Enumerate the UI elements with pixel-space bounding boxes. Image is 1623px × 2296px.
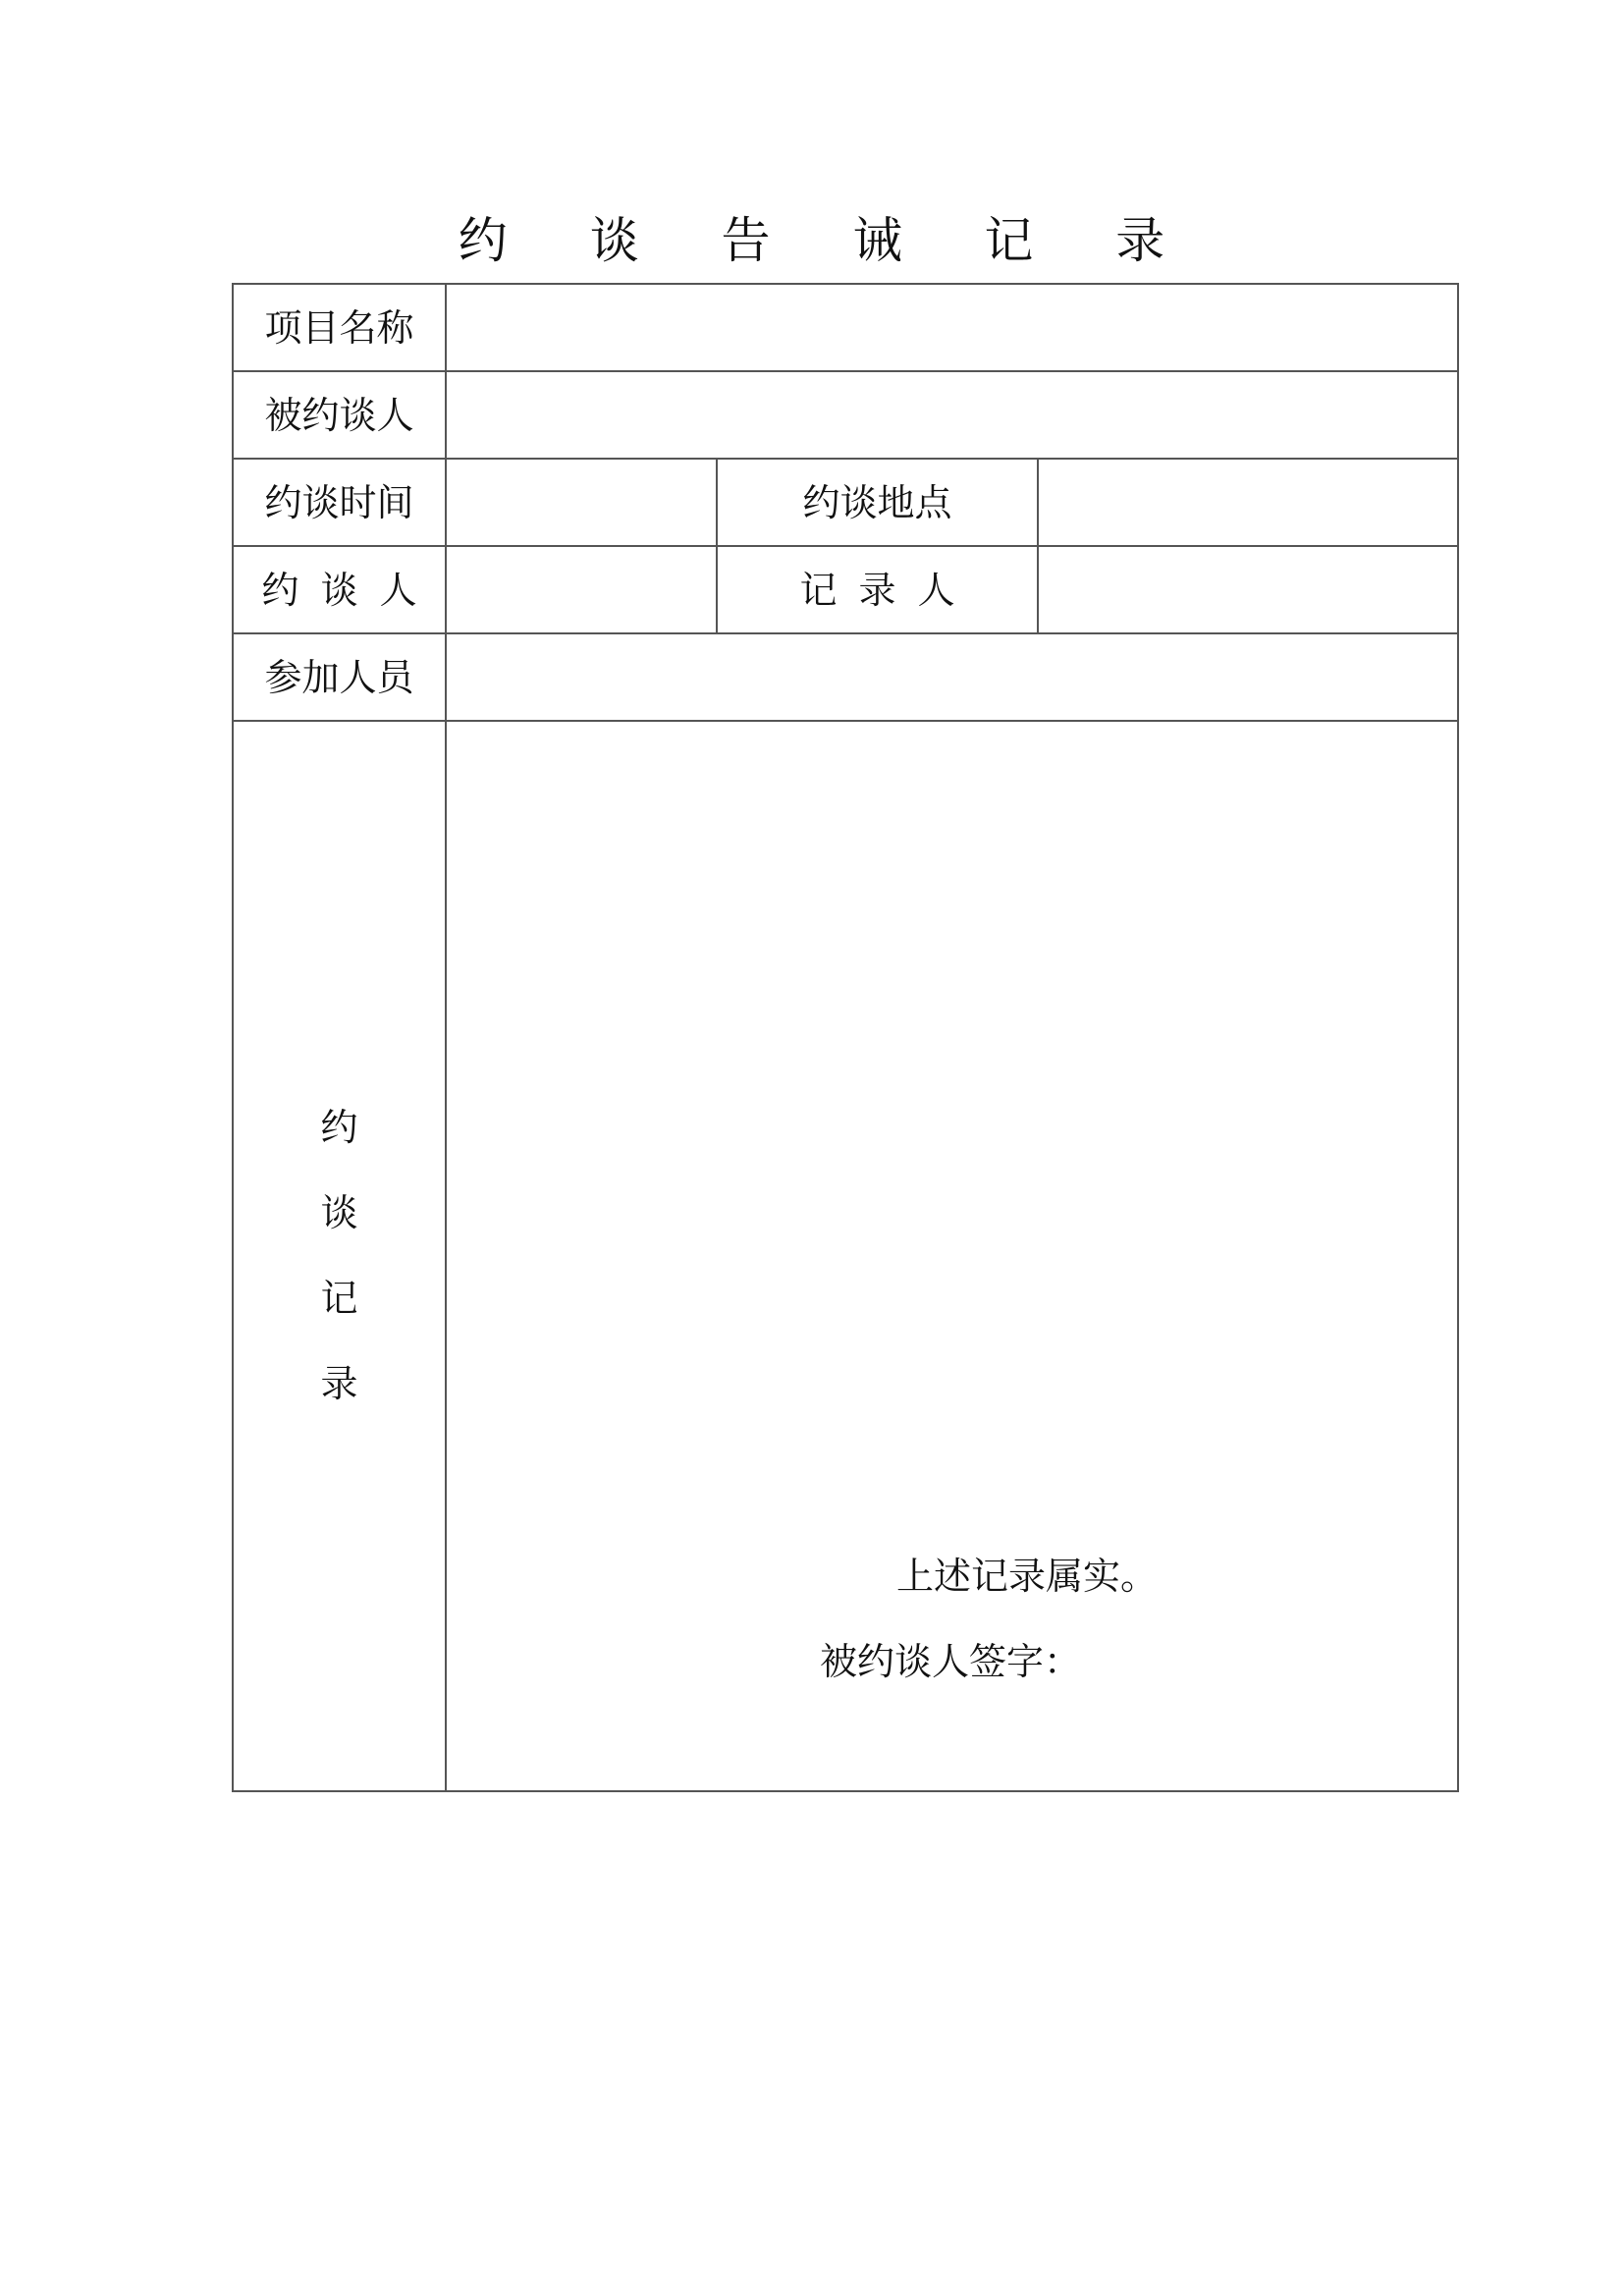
- interview-place-field[interactable]: [1038, 459, 1458, 546]
- participants-field[interactable]: [446, 633, 1458, 721]
- record-label: [233, 721, 446, 1791]
- record-body: [447, 722, 1457, 1790]
- interviewer-field[interactable]: [446, 546, 717, 633]
- interviewee-row: [233, 371, 1458, 459]
- record-label-char: 谈: [320, 1191, 358, 1234]
- project-name-field[interactable]: [446, 284, 1458, 371]
- interviewer-recorder-row: [233, 546, 1458, 633]
- project-name-row: [233, 284, 1458, 371]
- participants-label: 参加人员: [233, 633, 446, 721]
- participants-row: [233, 633, 1458, 721]
- interview-time-label: 约谈时间: [233, 459, 446, 546]
- record-content-area[interactable]: [446, 721, 1458, 1791]
- interviewer-label: 约谈人: [233, 546, 446, 633]
- interviewee-field[interactable]: [446, 371, 1458, 459]
- interview-time-field[interactable]: [446, 459, 717, 546]
- signature-label: 被约谈人签字：: [820, 1640, 1082, 1683]
- record-label-char: 录: [320, 1362, 358, 1405]
- time-place-row: [233, 459, 1458, 546]
- record-label-char: 记: [320, 1277, 358, 1320]
- interview-record-form: [232, 283, 1459, 1792]
- recorder-label: 记录人: [717, 546, 1038, 633]
- recorder-field[interactable]: [1038, 546, 1458, 633]
- page-title: 约 谈 告 诫 记 录: [458, 212, 1199, 269]
- interview-place-label: 约谈地点: [717, 459, 1038, 546]
- record-row: [233, 721, 1458, 1791]
- interviewee-label: 被约谈人: [233, 371, 446, 459]
- attestation-text: 上述记录属实。: [896, 1555, 1159, 1598]
- project-name-label: 项目名称: [233, 284, 446, 371]
- record-label-char: 约: [320, 1106, 358, 1149]
